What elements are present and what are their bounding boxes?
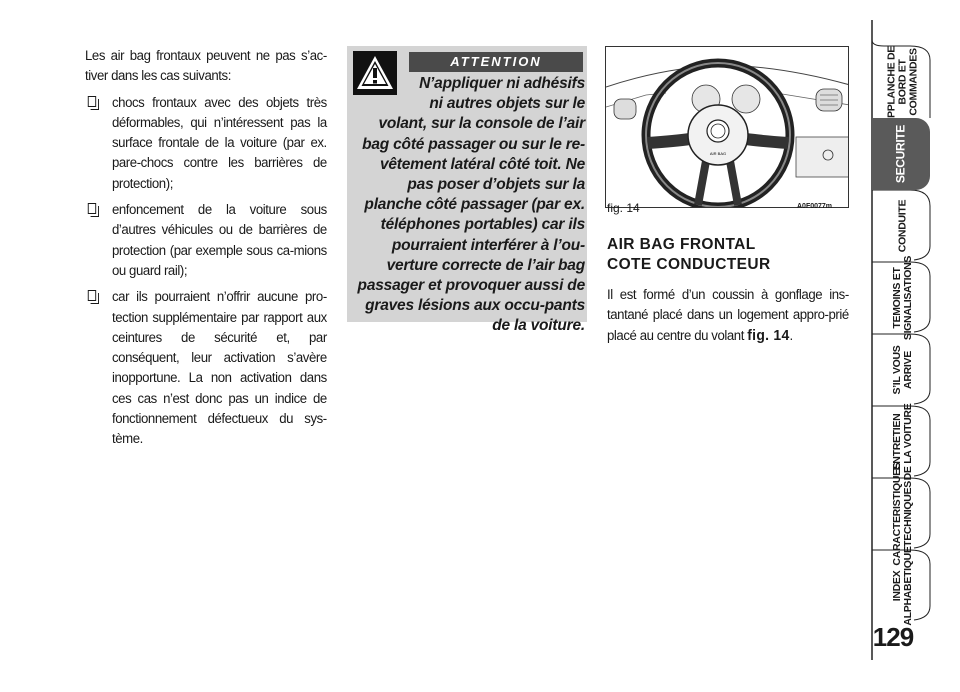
figure-reference[interactable]: fig. 14 <box>747 326 790 344</box>
bullet-list <box>85 93 327 450</box>
checkbox-bullet-icon <box>88 290 96 301</box>
tab-conduite[interactable]: CONDUITE <box>896 199 909 253</box>
steering-wheel-figure <box>605 46 849 208</box>
tab-index[interactable]: INDEX ALPHABETIQUE <box>891 546 914 626</box>
figure-caption: fig. 14 <box>607 201 640 215</box>
tab-entretien[interactable]: ENTRETIEN DE LA VOITURE <box>891 403 914 481</box>
attention-label: ATTENTION <box>409 52 583 72</box>
tab-caracteristiques[interactable]: CARACTERISTIQUES TECHNIQUES <box>891 462 914 566</box>
tab-securite[interactable]: SECURITE <box>872 118 930 190</box>
figure-code: A0F0077m <box>797 203 833 210</box>
steering-wheel-illustration <box>606 47 849 208</box>
section-title: AIR BAG FRONTAL COTE CONDUCTEUR <box>607 236 771 273</box>
tab-s-il-vous-arrive[interactable]: S’IL VOUS ARRIVE <box>891 345 914 395</box>
airbag-wheel-label: AIR BAG <box>709 151 727 156</box>
list-item: car ils pourraient n’offrir aucune pro-tection supplémentaire par rapport aux ceintures de sécurité et, par conséquent, leur activation s’avère inopportune. La non activation dans ces cas n’est donc pas un indice de fonctionnement défectueux du sys-tème. <box>85 287 327 449</box>
checkbox-bullet-icon <box>88 203 96 214</box>
intro-paragraph: Les air bag frontaux peuvent ne pas s’ac-tiver dans les cas suivants: <box>85 48 327 85</box>
section-body: Il est formé d’un coussin à gonflage ins-tantané placé dans un logement appro-prié placé au centre du volant fig. 14. <box>607 287 849 344</box>
chapter-tabs <box>870 0 960 692</box>
body-column-left <box>85 46 327 456</box>
tab-planche-de-bord[interactable]: PPLANCHE DE BORD ET COMMANDES <box>885 46 920 118</box>
warning-box <box>347 46 587 335</box>
checkbox-bullet-icon <box>88 96 96 107</box>
list-item: enfoncement de la voiture sous d’autres véhicules ou de barrières de protection (par exemple sous ca-mions ou guard rail); <box>85 200 327 281</box>
page-number: 129 <box>872 622 914 652</box>
tab-temoins[interactable]: TEMOINS ET SIGNALISATIONS <box>891 255 914 341</box>
list-item: chocs frontaux avec des objets très déformables, qui n’intéressent pas la surface frontale de la voiture (par ex. pare-chocs contre les barrières de protection); <box>85 93 327 194</box>
warning-text: N’appliquer ni adhésifs ni autres objets sur le volant, sur la console de l’air bag côté passager ou sur le re-vêtement latéral côté toit. Ne pas poser d’objets sur la planche côté passager (par ex. téléphones portables) car ils pourraient interférer à l’ou-verture correcte de l’air bag passager et provoquer aussi de graves lésions aux occu-pants de la voiture. <box>357 75 585 335</box>
